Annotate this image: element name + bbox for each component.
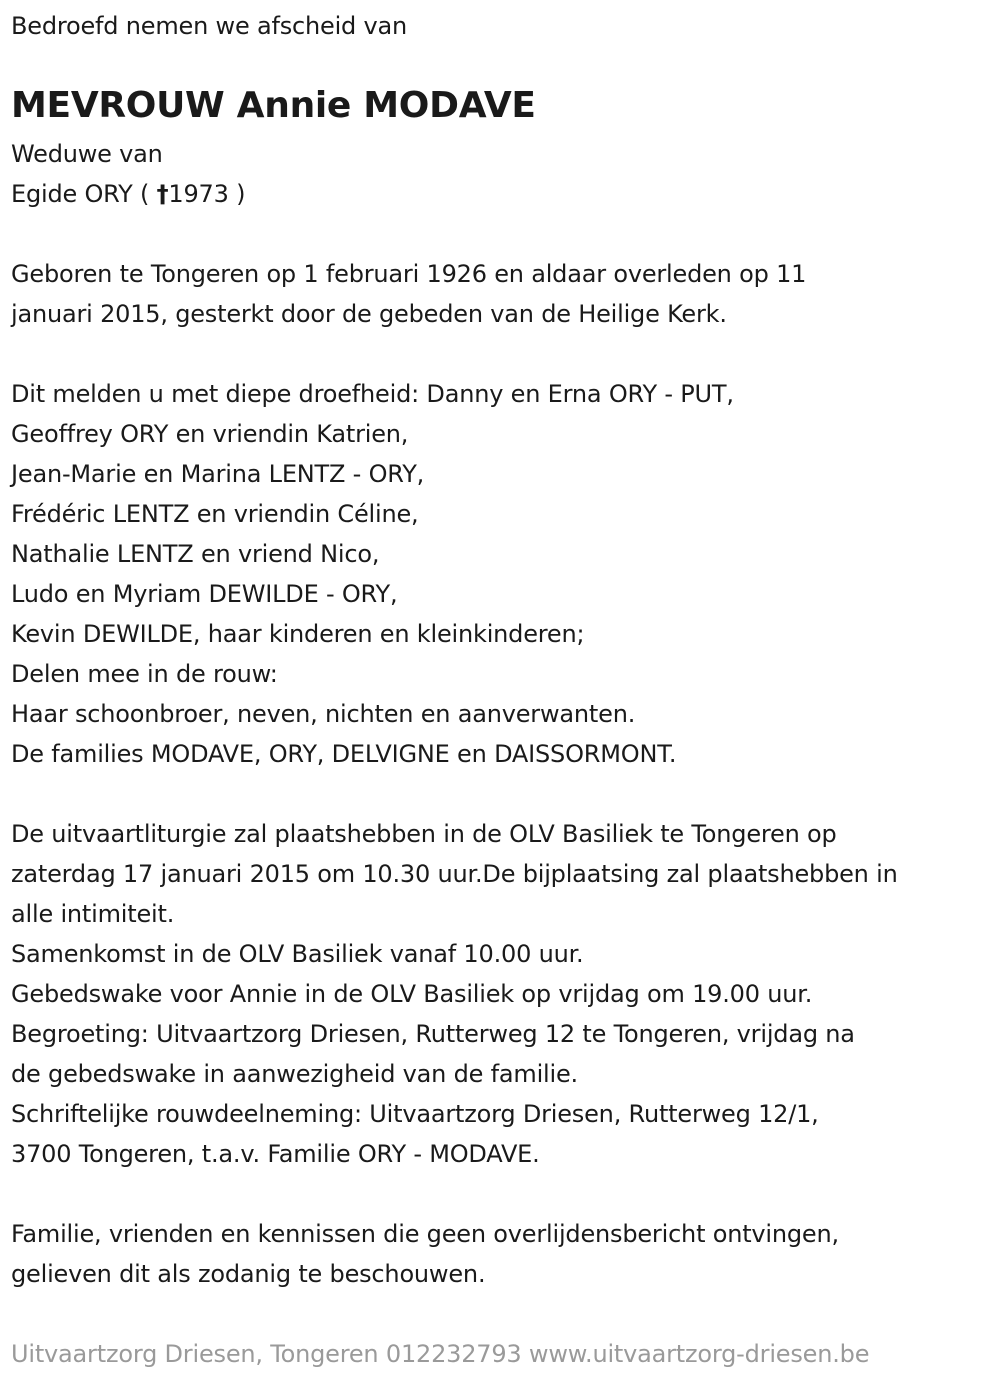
funeral-line: 3700 Tongeren, t.a.v. Familie ORY - MODAVE. <box>11 1140 540 1168</box>
intro-text: Bedroefd nemen we afscheid van <box>11 12 408 40</box>
mourners-line: Kevin DEWILDE, haar kinderen en kleinkinderen; <box>11 620 585 648</box>
funeral-line: Begroeting: Uitvaartzorg Driesen, Rutterweg 12 te Tongeren, vrijdag na <box>11 1020 855 1048</box>
mourners-line: Dit melden u met diepe droefheid: Danny en Erna ORY - PUT, <box>11 380 734 408</box>
funeral-home-footer: Uitvaartzorg Driesen, Tongeren 012232793 www.uitvaartzorg-driesen.be <box>11 1340 870 1368</box>
funeral-line: Schriftelijke rouwdeelneming: Uitvaartzorg Driesen, Rutterweg 12/1, <box>11 1100 819 1128</box>
closing-line: gelieven dit als zodanig te beschouwen. <box>11 1260 486 1288</box>
funeral-details-section <box>11 814 898 1174</box>
funeral-line: zaterdag 17 januari 2015 om 10.30 uur.De bijplaatsing zal plaatshebben in <box>11 860 898 888</box>
birth-death-line: Geboren te Tongeren op 1 februari 1926 en aldaar overleden op 11 <box>11 260 807 288</box>
spouse-death-year: 1973 ) <box>168 180 246 208</box>
deceased-name: MEVROUW Annie MODAVE <box>11 85 536 126</box>
mourners-line: Nathalie LENTZ en vriend Nico, <box>11 540 380 568</box>
funeral-line: De uitvaartliturgie zal plaatshebben in de OLV Basiliek te Tongeren op <box>11 820 837 848</box>
mourners-line: Haar schoonbroer, neven, nichten en aanverwanten. <box>11 700 636 728</box>
widow-section <box>11 134 245 214</box>
mourners-line: Ludo en Myriam DEWILDE - ORY, <box>11 580 398 608</box>
funeral-line: de gebedswake in aanwezigheid van de familie. <box>11 1060 578 1088</box>
cross-icon: † <box>156 180 169 208</box>
mourners-line: Frédéric LENTZ en vriendin Céline, <box>11 500 419 528</box>
birth-death-line: januari 2015, gesterkt door de gebeden van de Heilige Kerk. <box>11 300 727 328</box>
closing-section <box>11 1214 839 1294</box>
widow-label: Weduwe van <box>11 140 163 168</box>
funeral-line: alle intimiteit. <box>11 900 175 928</box>
funeral-line: Samenkomst in de OLV Basiliek vanaf 10.00 uur. <box>11 940 584 968</box>
mourners-section <box>11 374 734 774</box>
mourners-line: Delen mee in de rouw: <box>11 660 278 688</box>
funeral-line: Gebedswake voor Annie in de OLV Basiliek op vrijdag om 19.00 uur. <box>11 980 813 1008</box>
birth-death-section <box>11 254 806 334</box>
mourners-line: Geoffrey ORY en vriendin Katrien, <box>11 420 409 448</box>
spouse-name: Egide ORY ( <box>11 180 157 208</box>
mourners-line: Jean-Marie en Marina LENTZ - ORY, <box>11 460 425 488</box>
mourners-line: De families MODAVE, ORY, DELVIGNE en DAISSORMONT. <box>11 740 677 768</box>
spouse-line <box>11 174 245 214</box>
closing-line: Familie, vrienden en kennissen die geen overlijdensbericht ontvingen, <box>11 1220 839 1248</box>
